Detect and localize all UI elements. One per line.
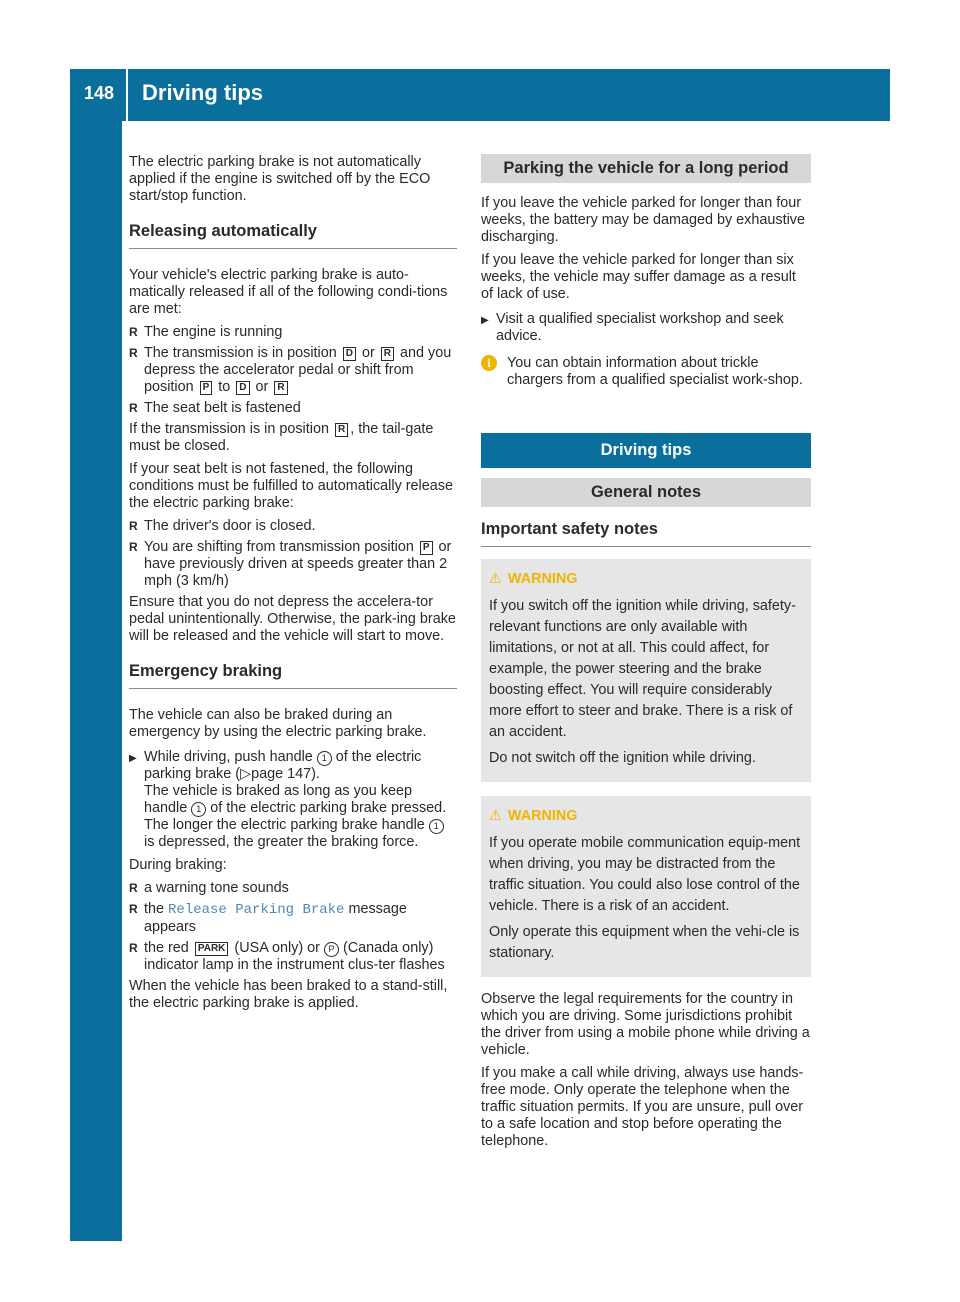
- section-heading-emergency: Emergency braking: [129, 663, 457, 689]
- page-title: Driving tips: [142, 80, 264, 105]
- paragraph: If you leave the vehicle parked for longer than four weeks, the battery may be damaged by exhaustive discharging.: [481, 195, 805, 245]
- warning-text: Do not switch off the ignition while driving.: [489, 750, 756, 766]
- paragraph: Observe the legal requirements for the country in which you are driving. Some jurisdictions prohibit the driver from using a mobile phone while driving a vehicle.: [481, 991, 810, 1058]
- warning-label: WARNING: [507, 571, 578, 587]
- list-item: R the Release Parking Brake message appears: [129, 901, 457, 936]
- gear-r-icon: R: [381, 347, 394, 361]
- gear-d-icon: D: [343, 347, 356, 361]
- list-item: R The engine is running: [129, 324, 457, 341]
- header-separator: [126, 69, 128, 121]
- section-heading-releasing: Releasing automatically: [129, 223, 457, 249]
- warning-triangle-icon: ⚠: [489, 808, 502, 824]
- handle-callout-icon: 1: [317, 751, 332, 766]
- gear-p-icon: P: [200, 381, 213, 395]
- list-item: R The driver's door is closed.: [129, 518, 457, 535]
- list-item: R the red PARK (USA only) or P (Canada only) indicator lamp in the instrument clus-ter flashes: [129, 940, 457, 974]
- instruction-step: ▶ While driving, push handle 1 of the electric parking brake (▷page 147). The vehicle is braked as long as you keep handle 1 of the electric parking brake pressed. The longer the electric parking brake handle 1 is depressed, the greater the braking force.: [129, 749, 457, 851]
- sidebar-label-text: Driving and parking: [82, 335, 107, 542]
- parking-brake-lamp-icon: P: [324, 942, 339, 957]
- warning-text: If you operate mobile communication equip-ment when driving, you may be distracted from the traffic situation. You could also lose control of the vehicle. There is a risk of an accident.: [489, 835, 801, 914]
- paragraph: During braking:: [129, 857, 227, 873]
- section-heading-general-notes: General notes: [481, 478, 811, 507]
- paragraph: If you leave the vehicle parked for longer than six weeks, the vehicle may suffer damage as a result of lack of use.: [481, 252, 796, 302]
- instruction-step: ▶ Visit a qualified specialist workshop and seek advice.: [481, 311, 811, 345]
- handle-callout-icon: 1: [429, 819, 444, 834]
- paragraph: When the vehicle has been braked to a stand-still, the electric parking brake is applied.: [129, 978, 448, 1011]
- gear-r-icon: R: [335, 423, 348, 437]
- list-item: R The seat belt is fastened: [129, 400, 457, 417]
- braking-effects-list: [129, 880, 457, 974]
- warning-text: Only operate this equipment when the vehi-cle is stationary.: [489, 924, 800, 961]
- warning-box: [481, 796, 811, 977]
- warning-triangle-icon: ⚠: [489, 571, 502, 587]
- warning-text: If you switch off the ignition while driving, safety-relevant functions are only available with limitations, or not at all. This could affect, for example, the power steering and the brake boosting effect. You will require considerably more effort to steer and brake. There is a risk of an accident.: [489, 598, 796, 740]
- info-icon: i: [481, 355, 497, 371]
- warning-label: WARNING: [507, 808, 578, 824]
- paragraph: If your seat belt is not fastened, the following conditions must be fulfilled to automatically release the electric parking brake:: [129, 461, 453, 511]
- page-number: 148: [84, 83, 115, 103]
- list-item: R a warning tone sounds: [129, 880, 457, 897]
- right-column: [481, 154, 811, 1156]
- list-item: R The transmission is in position D or R and you depress the accelerator pedal or shift from position P to D or R: [129, 345, 457, 396]
- sidebar-bar: [70, 121, 122, 1241]
- section-heading-long-period: Parking the vehicle for a long period: [481, 154, 811, 183]
- section-heading-driving-tips: Driving tips: [481, 433, 811, 468]
- paragraph: If you make a call while driving, always use hands-free mode. Only operate the telephone when the traffic situation permits. If you are unsure, pull over to a safe location and stop before operating the telephone.: [481, 1065, 804, 1149]
- conditions-list: [129, 324, 457, 417]
- info-note: i You can obtain information about trickle chargers from a qualified specialist work-shop.: [481, 355, 811, 389]
- paragraph: Your vehicle's electric parking brake is auto-matically released if all of the following condi-tions are met:: [129, 267, 448, 317]
- intro-paragraph: The electric parking brake is not automatically applied if the engine is switched off by the ECO start/stop function.: [129, 154, 431, 204]
- seatbelt-conditions-list: [129, 518, 457, 590]
- list-item: R You are shifting from transmission position P or have previously driven at speeds greater than 2 mph (3 km/h): [129, 539, 457, 590]
- left-column: [129, 154, 457, 1018]
- gear-r-icon: R: [274, 381, 287, 395]
- paragraph: Ensure that you do not depress the accelera-tor pedal unintentionally. Otherwise, the park-ing brake will be released and the vehicle will start to move.: [129, 594, 456, 644]
- section-heading-safety: Important safety notes: [481, 521, 811, 547]
- paragraph: The vehicle can also be braked during an emergency by using the electric parking brake.: [129, 707, 427, 740]
- display-message: Release Parking Brake: [168, 902, 345, 918]
- paragraph: If the transmission is in position R , the tail-gate must be closed.: [129, 421, 434, 454]
- gear-d-icon: D: [236, 381, 249, 395]
- page-header: [70, 69, 890, 121]
- park-lamp-icon: PARK: [195, 942, 229, 956]
- warning-box: [481, 559, 811, 782]
- handle-callout-icon: 1: [191, 802, 206, 817]
- page-reference-link[interactable]: ▷page 147: [240, 766, 312, 782]
- gear-p-icon: P: [420, 541, 433, 555]
